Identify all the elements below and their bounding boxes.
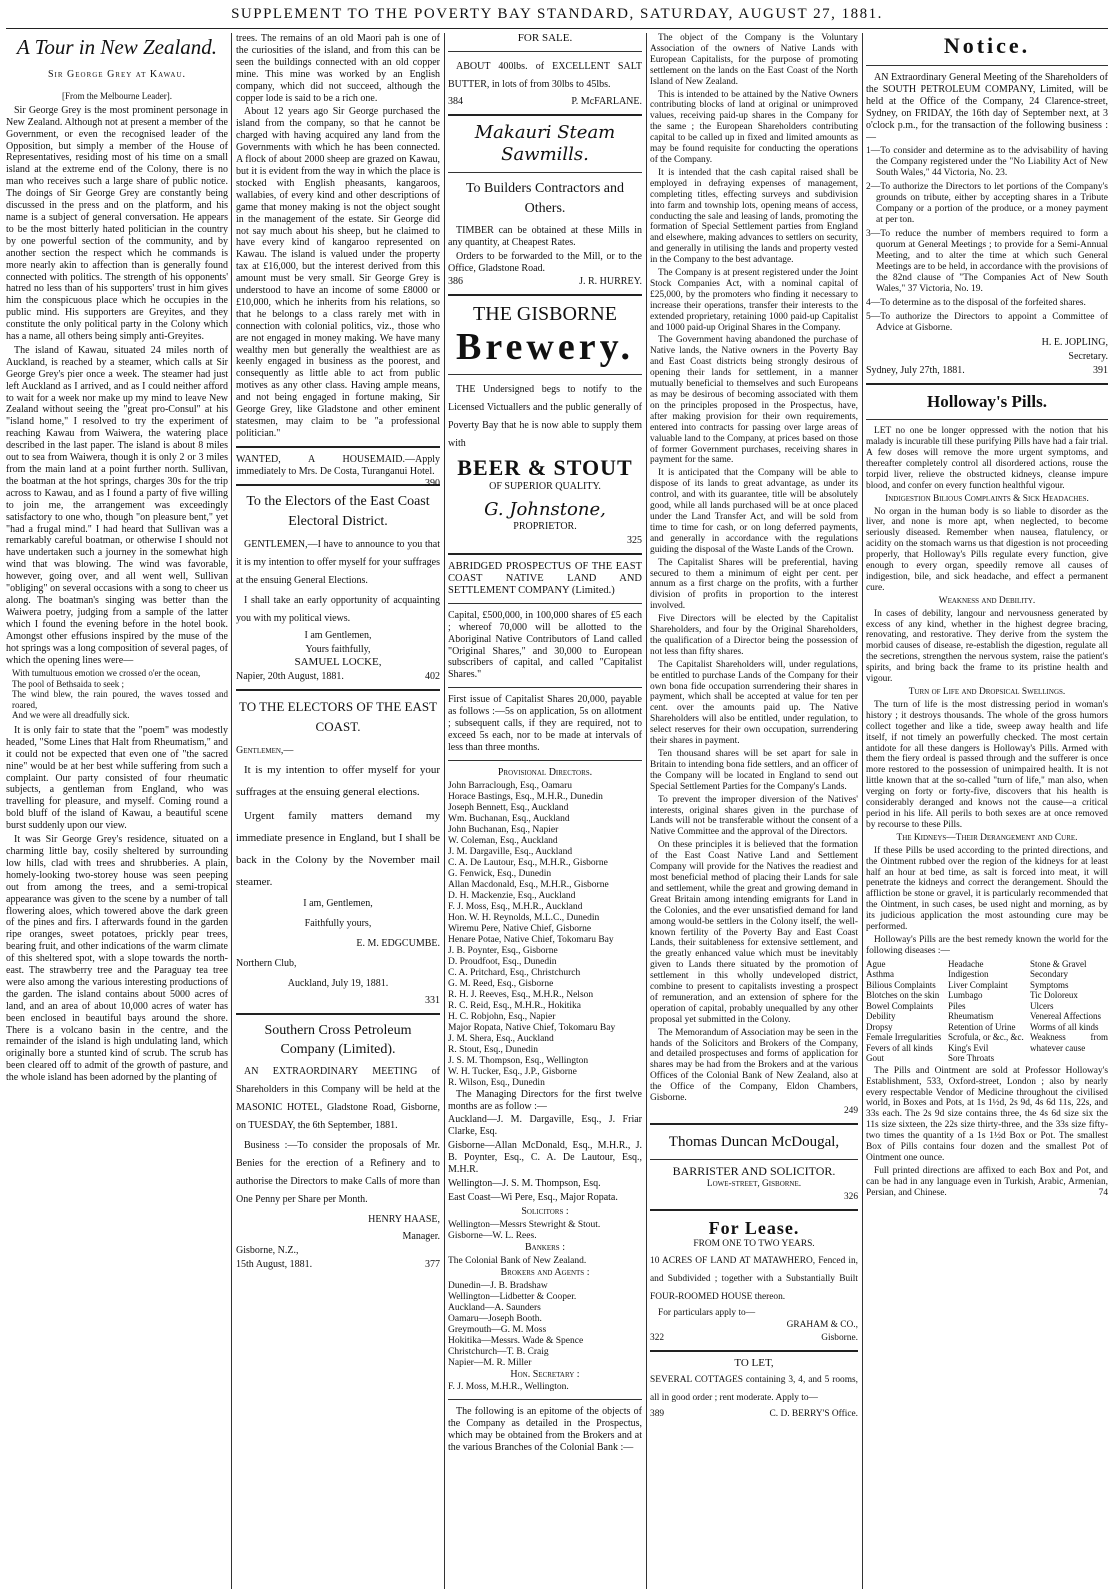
holloway-body xyxy=(866,426,1108,1198)
southern-body: AN EXTRAORDINARY MEETING of Shareholders in this Company will be held at the MASONIC HOTEL, Gladstone Road, Gisborne, on TUESDAY, the 6th September, 1881. xyxy=(236,1066,440,1132)
director-line: R. C. Reid, Esq., M.H.R., Hokitika xyxy=(448,1000,582,1011)
disease-item: Female Irregularities xyxy=(866,1032,942,1043)
edgcumbe-body: Urgent family matters demand my immediate presence in England, but I shall be back in the Colony by the November mail steamer. xyxy=(236,810,440,889)
broker-line: Oamaru—Joseph Booth. xyxy=(448,1313,542,1324)
disease-item: Headache xyxy=(948,958,984,969)
holloway-paragraph: The turn of life is the most distressing period in woman's history ; it destroys thousands. The whole of the gross humors collect together and like a tide, sweep away health and life itself, if not timely an powerfully checked. The most certain antidote for all these dangers is Holloway's Pills. Armed with them the fiery ordeal is passed through and the sufferer is once more restored to the possession of unimpaired health. It is not little known that at the so-called "turn of life," man also, when verging on forty or forty-five, discovers that his health is considerably deranged and knows not the cause—a critical period in his life. All perils to both sexes are at once removed by recourse to these Pills. xyxy=(866,699,1108,830)
divider xyxy=(650,1209,858,1211)
prospectus-managing-auckland: Auckland—J. M. Dargaville, Esq., J. Friar Clarke, Esq. xyxy=(448,1114,642,1138)
ad-number: 325 xyxy=(627,535,642,547)
holloway-heading: Indigestion Bilious Complaints & Sick Headaches. xyxy=(885,493,1089,504)
divider xyxy=(448,603,642,604)
brokers-heading: Brokers and Agents : xyxy=(500,1266,590,1278)
divider xyxy=(448,760,642,761)
lease-signature: 322 Gisborne. xyxy=(650,1333,858,1344)
article-paragraph: trees. The remains of an old Maori pah is one of the curiosities of the island, and from this can be seen the buildings connected with an old copper mine. This mine was worked by an English company, which did not succeed, although the copper lode is said to be a rich one. xyxy=(236,33,440,104)
divider xyxy=(236,446,440,448)
broker-line: Christchurch—T. B. Craig xyxy=(448,1346,549,1357)
makauri-subtitle: To Builders Contractors and Others. xyxy=(465,180,625,216)
solicitor-line: Wellington—Messrs Stewright & Stout. xyxy=(448,1219,601,1230)
ad-number: 390 xyxy=(425,477,440,489)
prospectus-paragraph: It is anticipated that the Company will be able to dispose of its lands to great advantage, as under its control, and with its guarantee, title will be absolutely good, while all lands purchased will be at once placed under the Land Transfer Act, and will be sold from time to time for cash, or on long deferred payments, and generally in accordance with the regulations guiding the disposal of the Waste Lands of the Crown. xyxy=(650,468,858,555)
ad-number: 402 xyxy=(425,671,440,683)
secretary-line: F. J. Moss, M.H.R., Wellington. xyxy=(448,1382,569,1393)
article-paragraph: It was Sir George Grey's residence, situated on a charming little bay, cosily sheltered by surrounding low hills, clad with trees and shrubberies. A plain, homely-looking two-storey house was seen peeping out from among the trees, and a semi-tropical appearance was given to the scene by a number of tall flowering aloes, which towered above the dark green of the pines and firs. I afterwards found in the garden ripe oranges, sweet potatoes, prickly pear trees, bearing fruit, and other indications of the warm climate of this sheltered spot, with a slope towards the north-east. The strawberry tree and the Paraguay tea tree were also among the various interesting productions of the garden. The island contains about 5000 acres of land, and an area of about 10,000 acres of water has been enclosed in beautiful bays around the shore. There is a volcano basin in the centre, and the remainder of the island is high undulating land, which originally bore a stunted kind of scrub. The scrub has been cleared off to admit of the growth of pasture, and the whole island has been adorned by the planting of xyxy=(6,834,228,1084)
ad-number: 331 xyxy=(425,995,440,1007)
brewery-beer: BEER & STOUT xyxy=(457,455,633,481)
disease-item: Debility xyxy=(866,1011,896,1022)
notice-name: H. E. JOPLING, xyxy=(1041,337,1108,349)
disease-item: Liver Complaint xyxy=(948,979,1008,990)
divider xyxy=(448,687,642,688)
mcdougal-role: BARRISTER AND SOLICITOR. xyxy=(672,1163,836,1178)
disease-item: Rheumatism xyxy=(948,1011,994,1022)
forsale-body: ABOUT 400lbs. of EXCELLENT SALT BUTTER, in lots of from 30lbs to 45lbs. xyxy=(448,60,642,90)
disease-item: Indigestion xyxy=(948,969,989,980)
prospectus-paragraph: It is intended that the cash capital raised shall be employed in defraying expenses of management, completing titles, effecting surveys and subdivision into farm and township lots, opening means of access, conducting the sale and leasing of lands, promoting the formation of Special Settlement parties from England and elsewhere, making advances to settlers on security, and generally in utilising the lands and property vested in the Company to the best advantage. xyxy=(650,167,858,266)
masthead: SUPPLEMENT TO THE POVERTY BAY STANDARD, SATURDAY, AUGUST 27, 1881. xyxy=(231,6,883,22)
directors-list xyxy=(448,781,642,1089)
article-subtitle: Sir George Grey at Kawau. xyxy=(47,69,187,80)
disease-item: Retention of Urine xyxy=(948,1021,1016,1032)
southern-date: 15th August, 1881. 377 xyxy=(236,1258,440,1270)
divider xyxy=(866,383,1108,385)
brokers-list xyxy=(448,1281,642,1369)
makauri-signature: 386 J. R. HURREY. xyxy=(448,276,642,288)
ad-number: 391 xyxy=(1093,365,1108,377)
lease-apply: For particulars apply to— xyxy=(658,1307,756,1318)
column-1 xyxy=(6,33,228,1589)
southern-body: Business :—To consider the proposals of Mr. Benies for the erection of a Refinery and to authorise the Directors to make Calls of more than One Penny per Share per Month. xyxy=(236,1140,440,1206)
column-divider xyxy=(231,33,232,1589)
brewery-role: PROPRIETOR. xyxy=(513,521,577,533)
director-line: Wm. Buchanan, Esq., Auckland xyxy=(448,813,570,824)
notice-body: AN Extraordinary General Meeting of the Shareholders of the SOUTH PETROLEUM COMPANY, Limited, will be held at the Office of the Company, 24 Clarence-street, Sydney, on FRIDAY, the 16th day of September next, at 3 o'clock p.m., for the transaction of the following business :— xyxy=(866,72,1108,143)
edgcumbe-body: It is my intention to offer myself for your suffrages at the ensuing general elections. xyxy=(236,764,440,799)
tolet-body: SEVERAL COTTAGES containing 3, 4, and 5 rooms, all in good order ; rent moderate. Apply to— xyxy=(650,1375,858,1404)
broker-line: Dunedin—J. B. Bradshaw xyxy=(448,1280,548,1291)
lease-subtitle: FROM ONE TO TWO YEARS. xyxy=(693,1238,815,1249)
notice-items xyxy=(866,146,1108,334)
ad-number: 326 xyxy=(843,1191,858,1202)
brewery-quality: OF SUPERIOR QUALITY. xyxy=(489,481,601,493)
southern-place: Gisborne, N.Z., xyxy=(236,1244,299,1256)
directors-heading: Provisional Directors. xyxy=(497,766,593,778)
lease-title: For Lease. xyxy=(708,1217,800,1238)
director-line: D. H. Mackenzie, Esq., Auckland xyxy=(448,890,576,901)
bank-line: The Colonial Bank of New Zealand. xyxy=(448,1255,587,1266)
prospectus-paragraph: The Memorandum of Association may be seen in the hands of the Solicitors and Brokers of the Company, and detailed prospectuses and forms of application for shares may be had from the Brokers and at the various Offices of the Colonial Bank of New Zealand, also at the Office of the Company, Eldon Chambers, Gisborne. xyxy=(650,1027,858,1104)
holloway-paragraph: In cases of debility, langour and nervousness generated by excess of any kind, whether in the highest degree bracing, renovating, and restorative. They derive from the system the morbid causes of disease, re-establish the digestion, regulate all the secretions, strengthen the nervous system, raise the patient's spirits, and bring back the frame to its pristine health and vigour. xyxy=(866,608,1108,685)
divider xyxy=(448,172,642,173)
column-4 xyxy=(650,33,858,1589)
locke-place: Napier, 20th August, 1881. 402 xyxy=(236,671,440,683)
disease-item: Ague xyxy=(866,958,886,969)
director-line: H. C. Robjohn, Esq., Napier xyxy=(448,1011,556,1022)
notice-item: 1—To consider and determine as to the advisability of having the Company registered under the "No Liability Act of New South Wales," 44 Victoria, No. 23. xyxy=(866,146,1108,179)
ad-number: 386 xyxy=(448,276,463,288)
director-line: W. H. Tucker, Esq., J.P., Gisborne xyxy=(448,1066,577,1077)
brewery-body: THE Undersigned begs to notify to the Licensed Victuallers and the public generally of Poverty Bay that he is now able to supply them with xyxy=(448,384,642,450)
prospectus-paragraph: The Capitalist Shareholders will, under regulations, be entitled to purchase Lands of the Company for their own bona fide occupation surrendering their shares in payment, which shall be accepted at value for ten per cent. over the amounts paid up. The Native Shareholders will also be entitled, under regulation, to select reserves for their own occupation, surrendering their shares in payment. xyxy=(650,659,858,747)
brewery-the: THE GISBORNE xyxy=(473,303,617,326)
divider xyxy=(650,1350,858,1352)
column-divider xyxy=(862,33,863,1589)
solicitor-line: Gisborne—W. L. Rees. xyxy=(448,1230,537,1241)
divider xyxy=(866,419,1108,420)
divider xyxy=(448,294,642,296)
prospectus-first-issue: First issue of Capitalist Shares 20,000, payable as follows :—5s on application, 5s on allotment ; subsequent calls, if they are required, not to exceed 5s each, nor to be made at intervals of less than three months. xyxy=(448,694,642,753)
notice-item: 5—To authorize the Directors to appoint a Committee of Advice at Gisborne. xyxy=(866,312,1108,334)
notice-role: Secretary. xyxy=(1068,351,1108,363)
divider xyxy=(448,374,642,375)
holloway-title: Holloway's Pills. xyxy=(927,392,1047,412)
director-line: Horace Bastings, Esq., M.H.R., Dunedin xyxy=(448,791,603,802)
prospectus-managing-eastcoast: East Coast—Wi Pere, Esq., Major Ropata. xyxy=(448,1191,618,1203)
disease-item: Scrofula, or &c., &c. xyxy=(948,1032,1024,1043)
article-paragraph: The island of Kawau, situated 24 miles north of Auckland, is reached by a steamer, which calls at Sir George Grey's pier once a week. The steamer had just left Auckland as I arrived, and as I could neither afford to wait for a week nor make up my mind to leave New Zealand without seeing the "great pro-Consul" at his "island home," I resolved to try the experiment of reaching Kawau from Waiwera, the watering place described in the last paper. The island is about 8 miles out to sea from Waiwera, though it is only 2 or 3 miles from the main land at a point further north. Sullivan, the boatman at the hot springs, charges 30s for the trip across to Kawau, and as I found a party of five willing to join me, the arrangement was exceedingly satisfactory to one who, though "on pleasure bent," yet "had a frugal mind." I had heard that Sullivan was a remarkably careful boatman, or otherwise I should not have undertaken such a journey in the somewhat high wind that was blowing. The wind was favorable, however, going over, and all went well, Sullivan "obliging" on several occasions with a song to cheer us along. The boatman's singing was better than the Waiwera poetry, judging from a sample of the latter which I found the evening before in the hotel book. Amongst other effusions inspired by the muse of the hot springs was a long composition of several pages, of which the opening lines were— xyxy=(6,344,228,666)
director-line: D. Proudfoot, Esq., Dunedin xyxy=(448,956,557,967)
edgcumbe-club: Northern Club, xyxy=(236,958,297,970)
director-line: C. A. Pritchard, Esq., Christchurch xyxy=(448,967,581,978)
divider xyxy=(236,1013,440,1015)
disease-item: Stone & Gravel xyxy=(1030,958,1087,969)
divider xyxy=(236,689,440,691)
mcdougal-name: Thomas Duncan McDougal, xyxy=(668,1133,840,1150)
prospectus-title: ABRIDGED PROSPECTUS OF THE EAST COAST NATIVE LAND AND SETTLEMENT COMPANY (Limited.) xyxy=(448,561,642,596)
director-line: John Buchanan, Esq., Napier xyxy=(448,824,559,835)
notice-item: 4—To determine as to the disposal of the forfeited shares. xyxy=(866,298,1086,309)
prospectus-managing-gisborne: Gisborne—Allan McDonald, Esq., M.H.R., J. B. Poynter, Esq., C. A. De Lautour, Esq., M.H.R. xyxy=(448,1140,642,1176)
holloway-heading: Turn of Life and Dropsical Swellings. xyxy=(908,687,1066,697)
disease-item: Secondary Symptoms xyxy=(1030,969,1069,990)
disease-item: Worms of all kinds xyxy=(1030,1021,1099,1032)
divider xyxy=(650,1123,858,1125)
ad-number: 377 xyxy=(425,1258,440,1270)
makauri-body: Orders to be forwarded to the Mill, or to the Office, Gladstone Road. xyxy=(448,250,642,274)
director-line: Allan Macdonald, Esq., M.H.R., Gisborne xyxy=(448,879,609,890)
director-line: G. Fenwick, Esq., Dunedin xyxy=(448,868,552,879)
locke-name: SAMUEL LOCKE, xyxy=(294,656,382,669)
director-line: R. Wilson, Esq., Dunedin xyxy=(448,1077,545,1088)
column-divider xyxy=(444,33,445,1589)
holloway-paragraph: Holloway's Pills are the best remedy known the world for the following diseases :— xyxy=(866,934,1108,956)
holloway-paragraph: No organ in the human body is so liable to disorder as the liver, and none is more apt, when neglected, to become seriously diseased. Remember when nausea, flatulency, or acidity on the stomach warns us that digestion is not proceeding properly, that Holloway's Pills regulate every function, give enough to every organ, speedily remove all causes of indigestion, bile, and sick headache, and effect a permanent cure. xyxy=(866,506,1108,593)
lease-name: GRAHAM & CO., xyxy=(786,1320,858,1331)
disease-item: Tic Doloreux xyxy=(1030,990,1078,1001)
locke-title: To the Electors of the East Coast Electoral District. xyxy=(246,493,430,529)
edgcumbe-close: Faithfully yours, xyxy=(304,918,372,930)
disease-item: Bowel Complaints xyxy=(866,1000,934,1011)
broker-line: Napier—M. R. Miller xyxy=(448,1357,532,1368)
director-line: J. M. Shera, Esq., Auckland xyxy=(448,1033,554,1044)
article-paragraph: About 12 years ago Sir George purchased the island from the company, so that he cannot be charged with having acquired any land from the Governments with which he has been connected. A flock of about 2000 sheep are grazed on Kawau, but it is evident from the way in which the place is stocked with English pheasants, kangaroos, wallabies, of every kind and other descriptions of game that money making is not the object sought in the management of the estate. Sir George did not say much about his sheep, but he claimed to have every kind of kangaroo represented on Kawau. The island is valued under the property tax at £16,000, but the interest derived from this amount must be very small. Sir George Grey is understood to have an income of some £8000 or £10,000, which he inherits from his relations, so that he belongs to a class rarely met with in connection with colonial politics, viz., those who are not engaged in money making. We have many wealthy men but generally the wealthiest are as keenly engaged in business as the poorest, and consequently as little able to act from public motives as any other class. Having ample means, and not being engaged in fortune making, Sir George Grey, like Gladstone and other eminent statesmen, may claim to be "a professional politician." xyxy=(236,106,440,439)
article-paragraph: It is only fair to state that the "poem" was modestly headed, "Some Lines that Halt from Rheumatism," and it could not be expected that even one of "the sacred nine" would be at her best while suffering from such a complaint. Our party consisted of four rheumatic subjects, a gentleman from England, who was travelling for pleasure, and myself. Coming round a bold bluff of the island of Kawau, a beautiful scene burst suddenly upon our view. xyxy=(6,724,228,832)
masthead-rule xyxy=(6,28,1108,29)
article-source: [From the Melbourne Leader]. xyxy=(62,90,172,101)
disease-item: Weakness from whatever cause xyxy=(1030,1032,1108,1053)
disease-item: Sore Throats xyxy=(948,1053,995,1064)
ad-number: 384 xyxy=(448,95,463,107)
tolet-title: TO LET, xyxy=(734,1357,774,1370)
divider xyxy=(866,65,1108,66)
notice-item: 2—To authorize the Directors to let portions of the Company's grounds on tribute, either by accepting shares in a Tribute Company or a portion of the produce, or a money payment at per ton. xyxy=(866,182,1108,226)
director-line: Henare Potae, Native Chief, Tokomaru Bay xyxy=(448,934,614,945)
disease-item: Fevers of all kinds xyxy=(866,1042,933,1053)
forsale-signature: 384 P. McFARLANE. xyxy=(448,95,642,107)
director-line: J. S. M. Thompson, Esq., Wellington xyxy=(448,1055,589,1066)
notice-title: Notice. xyxy=(943,33,1031,58)
prospectus-managing: The Managing Directors for the first twelve months are as follow :— xyxy=(448,1088,642,1112)
director-line: J. B. Poynter, Esq., Gisborne xyxy=(448,945,558,956)
prospectus-paragraph: The Capitalist Shares will be preferential, having secured to them a minimum of eight per cent. per annum as a first charge on the profits, with a further division of profits in proportion to the interest involved. xyxy=(650,557,858,612)
holloway-heading: The Kidneys—Their Derangement and Cure. xyxy=(896,832,1078,843)
poem-line: The wind blew, the rain poured, the waves tossed and roared, xyxy=(12,689,228,710)
diseases-list xyxy=(866,959,1108,1064)
broker-line: Auckland—A. Saunders xyxy=(448,1302,541,1313)
secretary-heading: Hon. Secretary : xyxy=(510,1368,580,1380)
director-line: Hon. W. H. Reynolds, M.L.C., Dunedin xyxy=(448,912,600,923)
disease-item: Ulcers xyxy=(1030,1000,1054,1011)
broker-line: Greymouth—G. M. Moss xyxy=(448,1324,547,1335)
prospectus-epitome: The following is an epitome of the objects of the Company as detailed in the Prospectus, which may be obtained from the Brokers and at the various Branches of the Colonial Bank :— xyxy=(448,1406,642,1454)
bankers-heading: Bankers : xyxy=(525,1241,565,1253)
southern-title: Southern Cross Petroleum Company (Limited). xyxy=(264,1023,412,1058)
broker-line: Wellington—Lidbetter & Cooper. xyxy=(448,1291,577,1302)
prospectus-paragraph: This is intended to be attained by the Native Owners contributing blocks of land at original or unimproved values, receiving paid-up shares in the Company for the same ; the European Shareholders contributing capital to be called up in fixed and limited amounts as may be found requisite for conducting the operations of the Company. xyxy=(650,89,858,165)
southern-name: HENRY HAASE, xyxy=(368,1214,440,1226)
poem-line: And we were all dreadfully sick. xyxy=(12,710,130,721)
disease-item: Piles xyxy=(948,1000,966,1011)
disease-item: Gout xyxy=(866,1053,884,1064)
notice-item: 3—To reduce the number of members required to form a quorum at General Meetings ; to provide for a Semi-Annual Meeting, and to alter the time at which such General Meetings are to be held, in accordance with the provisions of the 82nd clause of "The Companies Act of New South Wales," 37 Victoria, No. 19. xyxy=(866,229,1108,295)
edgcumbe-title: TO THE ELECTORS OF THE EAST COAST. xyxy=(238,699,438,735)
column-2 xyxy=(236,33,440,1589)
brewery-proprietor-name: G. Johnstone, xyxy=(484,499,606,521)
director-line: G. M. Reed, Esq., Gisborne xyxy=(448,978,554,989)
divider xyxy=(650,1159,858,1160)
solicitors-heading: Solicitors : xyxy=(521,1205,569,1217)
prospectus-paragraph: Five Directors will be elected by the Capitalist Shareholders, and four by the Original Shareholders, the qualification of a Director being the possession of not less than fifty shares. xyxy=(650,614,858,657)
divider xyxy=(236,484,440,486)
prospectus-paragraph: To prevent the improper diversion of the Natives' interests, original shares given in the purchase of Lands will not be transferable without the consent of a Native Committee and the approval of the Directors. xyxy=(650,794,858,838)
disease-item: King's Evil xyxy=(948,1042,989,1053)
locke-close: I am Gentlemen, xyxy=(304,629,372,641)
article-title: A Tour in New Zealand. xyxy=(16,35,218,59)
southern-role: Manager. xyxy=(402,1231,440,1243)
director-line: C. A. De Lautour, Esq., M.H.R., Gisborne xyxy=(448,857,608,868)
director-line: W. Coleman, Esq., Auckland xyxy=(448,835,558,846)
poem xyxy=(12,668,228,721)
divider xyxy=(448,1399,642,1400)
divider xyxy=(448,51,642,52)
disease-item: Venereal Affections xyxy=(1030,1011,1102,1022)
lease-body: 10 ACRES OF LAND AT MATAWHERO, Fenced in, and Subdivided ; together with a Substantially Built FOUR-ROOMED HOUSE thereon. xyxy=(650,1255,858,1302)
holloway-heading: Weakness and Debility. xyxy=(938,595,1036,606)
makauri-title: Makauri Steam Sawmills. xyxy=(474,121,616,165)
prospectus-paragraph: The Government having abandoned the purchase of Native lands, the Native owners in the Poverty Bay and East Coast districts being strongly desirous of opening their lands for settlement, in a manner mutually beneficial to themselves and such Europeans as may be desirous of becoming associated with them on the principles proposed in the Prospectus, have, after making provision for their own requirements, entered into contracts for passing over large areas of valuable land to the Company, at prices based on those of former Government purchases, receiving shares in payment for the same. xyxy=(650,335,858,466)
column-divider xyxy=(646,33,647,1589)
forsale-title: FOR SALE. xyxy=(517,33,573,44)
disease-item: Dropsy xyxy=(866,1021,893,1032)
edgcumbe-close: I am, Gentlemen, xyxy=(303,898,373,910)
locke-body: I shall take an early opportunity of acquainting you with my political views. xyxy=(236,594,440,624)
director-line: Major Ropata, Native Chief, Tokomaru Bay xyxy=(448,1022,616,1033)
director-line: Wiremu Pere, Native Chief, Gisborne xyxy=(448,923,592,934)
disease-item: Asthma xyxy=(866,969,894,980)
director-line: Joseph Bennett, Esq., Auckland xyxy=(448,802,569,813)
holloway-paragraph: If these Pills be used according to the printed directions, and the Ointment rubbed over the region of the kidneys for at least half an hour at bed time, as salt is forced into meat, it will penetrate the kidneys and correct the derangement. Should the affliction be stone or gravel, it is particularly recommended that the Ointment, in such cases, be used night and morning, as by its judicious application the most astounding cure may be performed. xyxy=(866,845,1108,933)
ad-number: 322 xyxy=(650,1333,665,1344)
brewery-title: Brewery. xyxy=(456,326,634,369)
edgcumbe-date: Auckland, July 19, 1881. xyxy=(287,978,389,990)
wanted-ad: WANTED, A HOUSEMAID.—Apply immediately to Mrs. De Costa, Turanganui Hotel. 390 xyxy=(236,453,440,489)
holloway-paragraph: The Pills and Ointment are sold at Professor Holloway's Establishment, 533, Oxford-street, London ; also by nearly every respectable Vendor of Medicine throughout the civilised world, in Boxes and Pots, at 1s 1½d, 2s 9d, 4s 6d 11s, 22s, and 33s each. The 2s 9d size contains three, the 4s 6d size six the 11s size sixteen, the 22s size thirty-three, and the 33s size fifty-two times the quantity of a 1s 1½d Box or Pot. The smallest Box of Pills contains four dozen and the smallest Pot of Ointment one ounce. xyxy=(866,1065,1108,1163)
prospectus-paragraph: The Company is at present registered under the Joint Stock Companies Act, with a nominal capital of £25,000, by the promoters who finding it necessary to increase their operations, transfer their interests to the extended proprietary, retaining 1000 paid-up Capitalist and 1000 paid-up Original Shares in the Company. xyxy=(650,268,858,333)
holloway-paragraph: LET no one be longer oppressed with the notion that his malady is incurable till these purifying Pills have had a fair trial. A few doses will remove the more urgent symptoms, and thereafter completely control all disordered actions, rouse the torpid liver, relieve the obstructed kidneys, cleanse impure blood, and confer on every function healthful vigour. xyxy=(866,426,1108,491)
locke-close: Yours faithfully, xyxy=(305,643,371,655)
divider xyxy=(448,114,642,116)
edgcumbe-name: E. M. EDGCUMBE. xyxy=(356,938,440,950)
director-line: R. H. J. Reeves, Esq., M.H.R., Nelson xyxy=(448,989,594,1000)
mcdougal-address: Lowe-street, Gisborne. xyxy=(706,1178,802,1189)
broker-line: Hokitika—Messrs. Wade & Spence xyxy=(448,1335,584,1346)
ad-number: 249 xyxy=(843,1106,858,1116)
poem-line: The pool of Bethsaida to seek ; xyxy=(12,678,124,689)
director-line: F. J. Moss, Esq., M.H.R., Auckland xyxy=(448,901,583,912)
disease-item: Lumbago xyxy=(948,990,983,1001)
locke-body: GENTLEMEN,—I have to announce to you that it is my intention to offer myself for your suffrages at the ensuing General Elections. xyxy=(236,538,440,586)
column-3 xyxy=(448,33,642,1589)
director-line: R. Stout, Esq., Dunedin xyxy=(448,1044,538,1055)
prospectus-capital: Capital, £500,000, in 100,000 shares of £5 each ; whereof 70,000 will be allotted to the Aboriginal Native Contributors of Land called "Original Shares," and 30,000 to European subscribers of capital, and called "Capitalist Shares." xyxy=(448,609,642,681)
edgcumbe-greeting: Gentlemen,— xyxy=(236,745,294,757)
holloway-paragraph: Full printed directions are affixed to each Box and Pot, and can be had in any language even in Turkish, Arabic, Armenian, Persian, and Chinese. 74 xyxy=(866,1165,1108,1198)
director-line: John Barraclough, Esq., Oamaru xyxy=(448,780,572,791)
ad-number: 74 xyxy=(1098,1187,1108,1198)
notice-date: Sydney, July 27th, 1881. 391 xyxy=(866,365,1108,377)
ad-number: 389 xyxy=(650,1409,665,1420)
column-5 xyxy=(866,33,1108,1589)
divider xyxy=(448,553,642,555)
prospectus-paragraph: The object of the Company is the Voluntary Association of the owners of Native Lands with European Capitalists, for the purpose of promoting settlement on the lands on the East Coast of the North Island of New Zealand. xyxy=(650,33,858,87)
prospectus-paragraph: Ten thousand shares will be set apart for sale in Britain to intending bona fide settlers, and an officer of the Company will be located in England to send out Special Settlement Parties for the Company's Lands. xyxy=(650,749,858,792)
poem-line: With tumultuous emotion we crossed o'er the ocean, xyxy=(12,668,201,679)
disease-item: Blotches on the skin xyxy=(866,990,940,1001)
prospectus-paragraph: On these principles it is believed that the formation of the East Coast Native Land and Settlement Company will provide for the Natives the readiest and most beneficial method of placing their Lands for sale and settlement, while the great and growing demand in Great Britain among intending emigrants for Land in the Colonies, and the ever unsatisfied demand for land among would-be settlers in the Colony itself, the well-known fertility of the Poverty Bay and East Coast Lands, their suitableness for extensive settlement, and the greatly enhanced value which must be inevitably given to Lands there situated by the promotion of settlement in this wholly undeveloped district, combine to present to capitalists investing a prospect of remuneration, and an extension of sphere for the operation of capital, probably unequalled by any other proposal yet submitted in the Colony. xyxy=(650,840,858,1025)
tolet-signature: 389 C. D. BERRY'S Office. xyxy=(650,1409,858,1420)
director-line: J. M. Dargaville, Esq., Auckland xyxy=(448,846,573,857)
disease-item: Bilious Complaints xyxy=(866,979,936,990)
article-paragraph: Sir George Grey is the most prominent personage in New Zealand. Although not at present a member of the Government, or even the recognised leader of the Opposition, but simply a member of the House of Representatives, residing most of his time on a small island at the extreme end of the Colony, there is no man who receives such a large share of public notice. The doings of Sir George Grey are constantly being discussed in the press and on the platform, and his name is a subject of general conversation. He appears to be the most bitterly hated politician in the country by one powerful section of the community, and by another section the respect which he commands is more nearly akin to affection than is generally found connected with politics. The strength of his opponents' hatred no less than of his supporters' trust in him gives him the conspicuous place which he occupies in the public mind. His supporters are Greyites, and they constitute the only political party in the Colony which has a name, all others being simply anti-Greyites. xyxy=(6,104,228,343)
makauri-body: TIMBER can be obtained at these Mills in any quantity, at Cheapest Rates. xyxy=(448,224,642,248)
prospectus-managing-wellington: Wellington—J. S. M. Thompson, Esq. xyxy=(448,1178,601,1189)
